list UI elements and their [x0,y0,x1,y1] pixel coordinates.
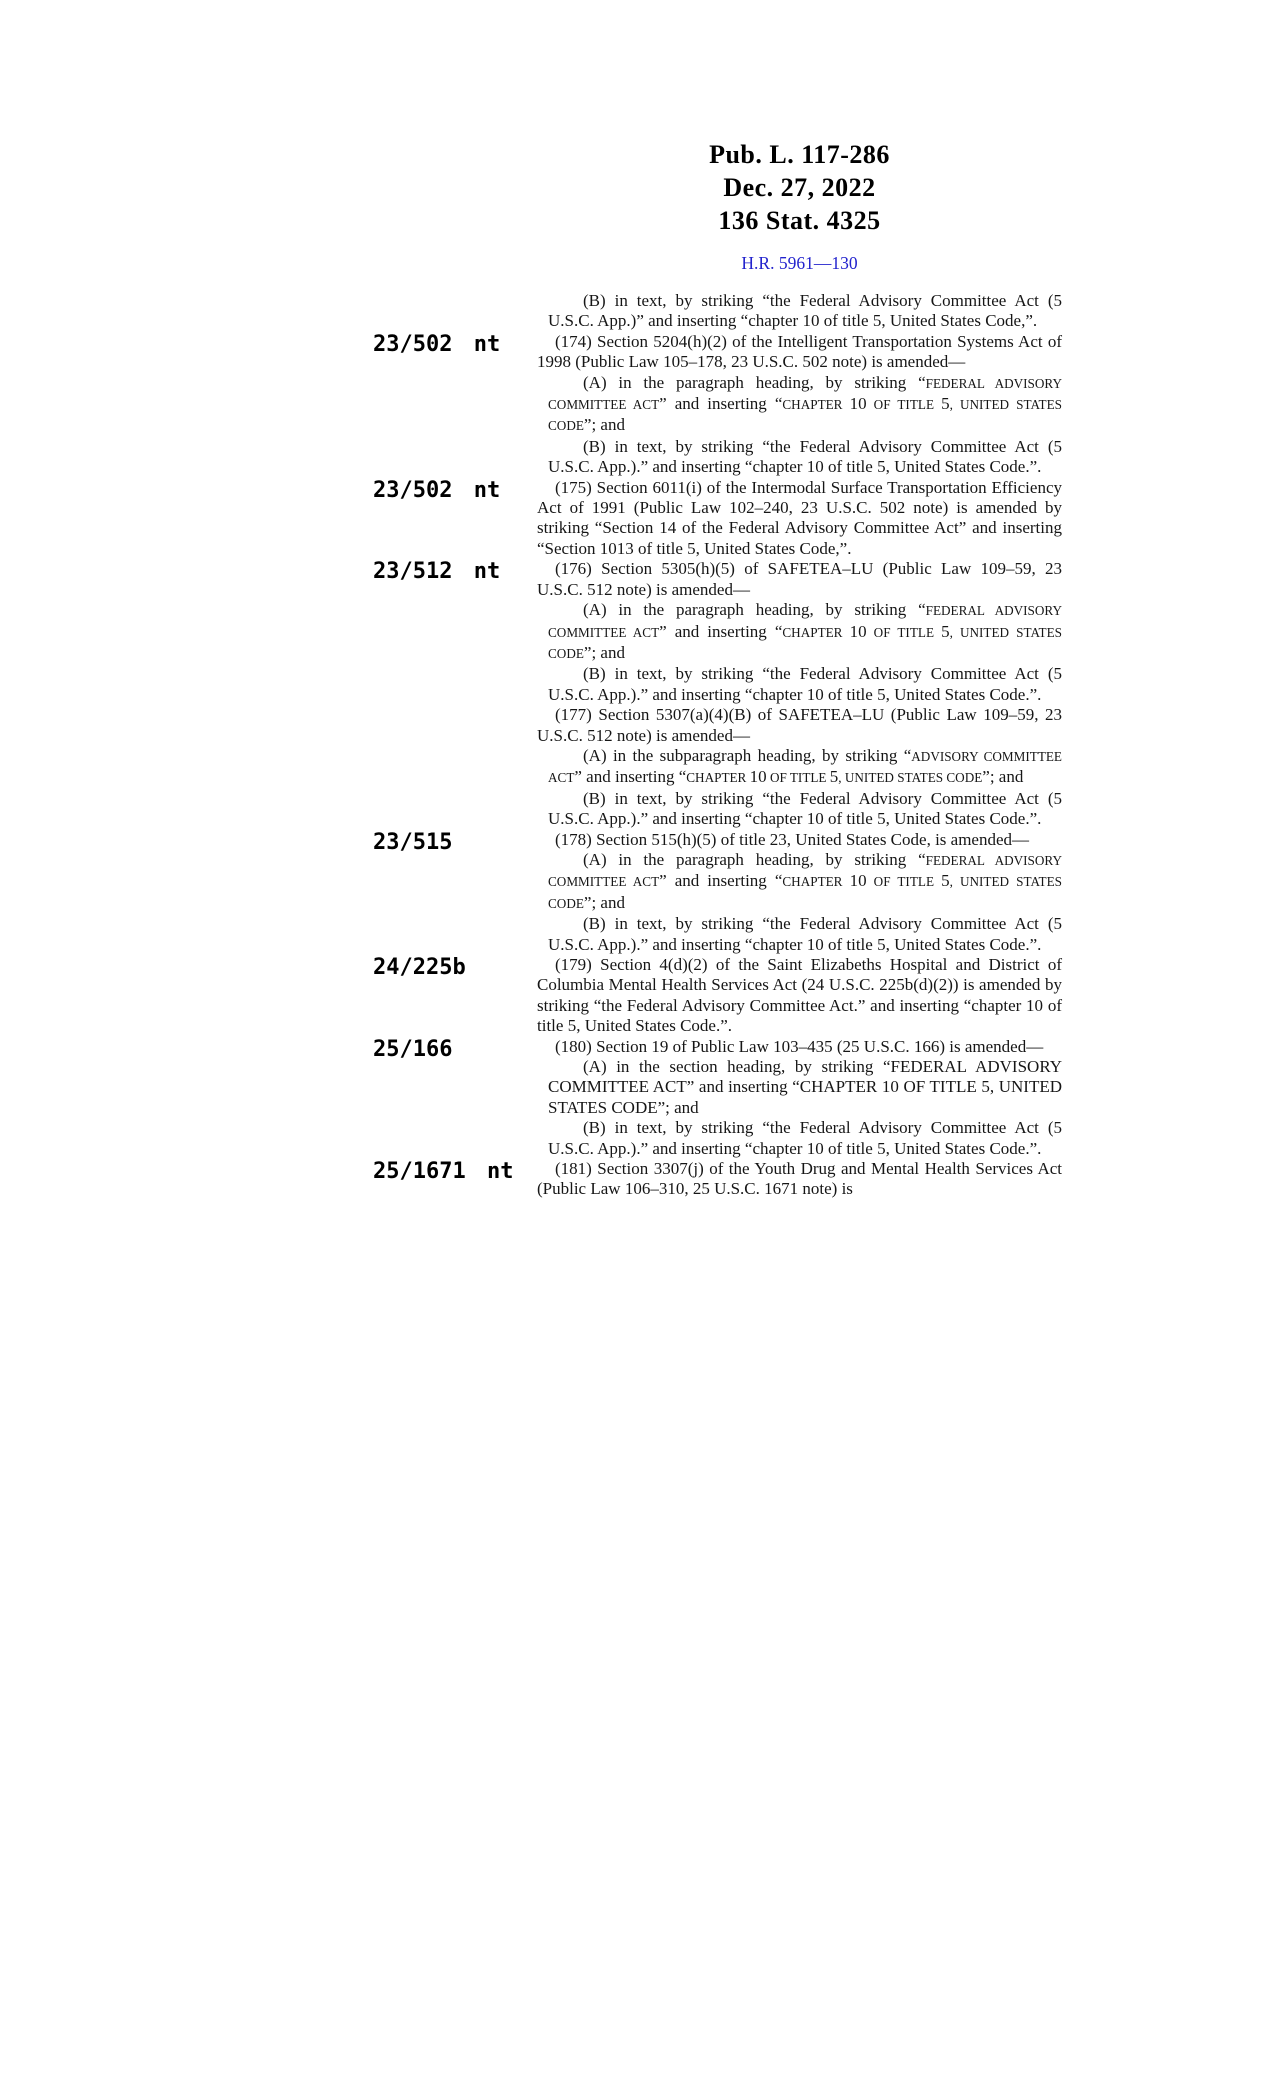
document-header [537,138,1062,274]
enactment-date: Dec. 27, 2022 [723,173,876,202]
margin-note: 23/502 nt [373,477,501,503]
statute-paragraph [548,746,1062,789]
paragraph-text: (176) Section 5305(h)(5) of SAFETEA–LU (Public Law 109–59, 23 U.S.C. 512 note) is amended— [537,559,1062,599]
paragraph-text: (B) in text, by striking “the Federal Advisory Committee Act (5 U.S.C. App.).” and inserting “chapter 10 of title 5, United States Code.”. [548,914,1062,954]
statute-paragraph [373,331,1062,373]
paragraph-list [373,291,1062,1200]
margin-note: 25/1671 nt [373,1159,514,1185]
margin-note: 23/502 nt [373,331,501,357]
statute-paragraph [548,291,1062,332]
paragraph-text: (B) in text, by striking “the Federal Advisory Committee Act (5 U.S.C. App.).” and inserting “chapter 10 of title 5, United States Code.”. [548,664,1062,704]
statute-paragraph [373,559,1062,600]
statute-paragraph [548,664,1062,705]
pub-law-number: Pub. L. 117-286 [709,140,890,169]
paragraph-text: (B) in text, by striking “the Federal Advisory Committee Act (5 U.S.C. App.)” and inserting “chapter 10 of title 5, United States Code,”. [548,291,1062,331]
statute-paragraph [373,1036,1062,1062]
statute-paragraph [548,600,1062,664]
statute-paragraph [548,1118,1062,1159]
paragraph-text: (181) Section 3307(j) of the Youth Drug and Mental Health Services Act (Public Law 106–310, 25 U.S.C. 1671 note) is [537,1159,1062,1199]
margin-note: 23/515 [373,829,453,855]
statute-paragraph [548,850,1062,914]
statute-paragraph [548,1057,1062,1118]
paragraph-text: (A) in the paragraph heading, by striking “FEDERAL ADVISORY COMMITTEE ACT” and inserting “CHAPTER 10 OF TITLE 5, UNITED STATES CODE”; and [548,849,1062,912]
statutes-citation: 136 Stat. 4325 [718,206,881,235]
statute-paragraph [548,789,1062,830]
paragraph-text: (180) Section 19 of Public Law 103–435 (25 U.S.C. 166) is amended— [555,1036,1044,1056]
statute-paragraph [548,437,1062,478]
paragraph-text: (179) Section 4(d)(2) of the Saint Elizabeths Hospital and District of Columbia Mental Health Services Act (24 U.S.C. 225b(d)(2)) is amended by striking “the Federal Advisory Committee Act.” and inserting “chapter 10 of title 5, United States Code.”. [537,955,1062,1036]
margin-note: 23/512 nt [373,559,501,585]
margin-note: 24/225b [373,955,466,980]
paragraph-text: (A) in the section heading, by striking “FEDERAL ADVISORY COMMITTEE ACT” and inserting “CHAPTER 10 OF TITLE 5, UNITED STATES CODE”; and [548,1057,1062,1117]
statute-text-column [373,291,1062,1200]
paragraph-text: (174) Section 5204(h)(2) of the Intelligent Transportation Systems Act of 1998 (Public Law 105–178, 23 U.S.C. 502 note) is amended— [537,331,1062,372]
paragraph-text: (B) in text, by striking “the Federal Advisory Committee Act (5 U.S.C. App.).” and inserting “chapter 10 of title 5, United States Code.”. [548,788,1062,829]
paragraph-text: (B) in text, by striking “the Federal Advisory Committee Act (5 U.S.C. App.).” and inserting “chapter 10 of title 5, United States Code.”. [548,1118,1062,1158]
statute-paragraph [373,955,1062,1037]
paragraph-text: (175) Section 6011(i) of the Intermodal Surface Transportation Efficiency Act of 1991 (Public Law 102–240, 23 U.S.C. 502 note) is amended by striking “Section 14 of the Federal Advisory Committee Act” and inserting “Section 1013 of title 5, United States Code,”. [537,477,1062,558]
paragraph-text: (A) in the subparagraph heading, by striking “ADVISORY COMMITTEE ACT” and inserting “CHAPTER 10 OF TITLE 5, UNITED STATES CODE”; and [548,745,1062,787]
statute-paragraph [373,829,1062,855]
statute-paragraph [537,705,1062,746]
bill-page-citation-link[interactable]: H.R. 5961—130 [741,253,858,273]
paragraph-text: (178) Section 515(h)(5) of title 23, United States Code, is amended— [555,829,1030,849]
paragraph-text: (A) in the paragraph heading, by striking “FEDERAL ADVISORY COMMITTEE ACT” and inserting “CHAPTER 10 OF TITLE 5, UNITED STATES CODE”; and [548,372,1062,435]
statute-paragraph [373,477,1062,560]
paragraph-text: (A) in the paragraph heading, by striking “FEDERAL ADVISORY COMMITTEE ACT” and inserting “CHAPTER 10 OF TITLE 5, UNITED STATES CODE”; and [548,600,1062,662]
statute-paragraph [373,1159,1062,1200]
statute-paragraph [548,914,1062,955]
margin-note: 25/166 [373,1036,453,1062]
paragraph-text: (177) Section 5307(a)(4)(B) of SAFETEA–LU (Public Law 109–59, 23 U.S.C. 512 note) is amended— [537,705,1062,745]
paragraph-text: (B) in text, by striking “the Federal Advisory Committee Act (5 U.S.C. App.).” and inserting “chapter 10 of title 5, United States Code.”. [548,436,1062,477]
statute-paragraph [548,373,1062,437]
